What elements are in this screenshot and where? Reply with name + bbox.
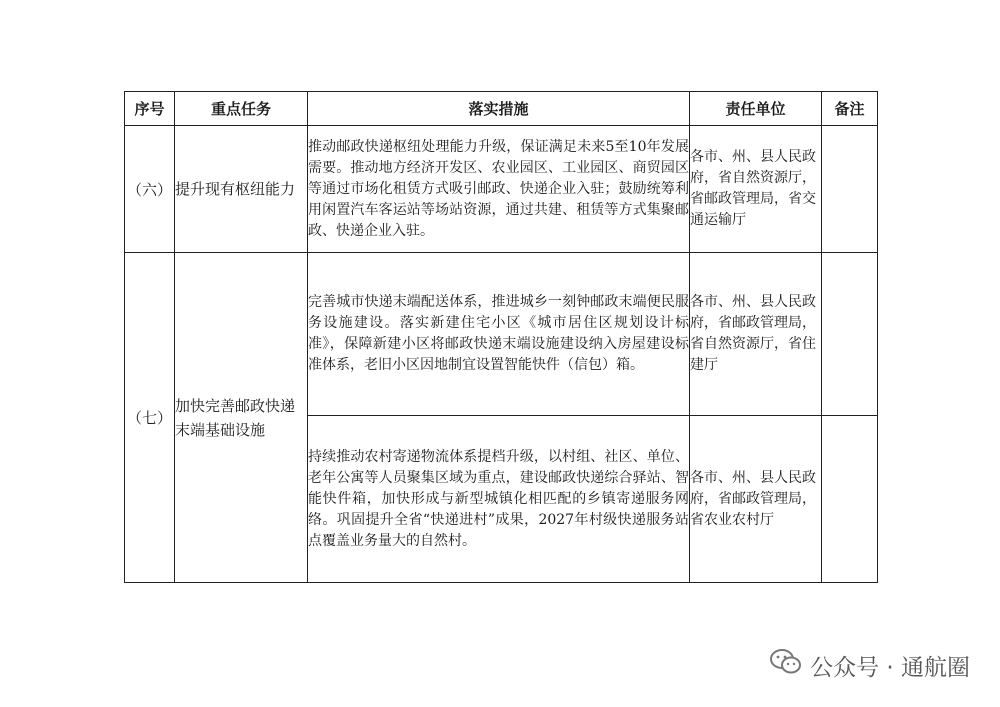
header-task: 重点任务 xyxy=(175,92,308,126)
tasks-table xyxy=(124,91,878,583)
table-row xyxy=(125,126,878,253)
row-measure: 推动邮政快递枢纽处理能力升级，保证满足未来5至10年发展需要。推动地方经济开发区、农业园区、工业园区、商贸园区等通过市场化租赁方式吸引邮政、快递企业入驻；鼓励统筹利用闲置汽车客运站等场站资源，通过共建、租赁等方式集聚邮政、快递企业入驻。 xyxy=(308,126,690,253)
header-note: 备注 xyxy=(822,92,878,126)
header-num: 序号 xyxy=(125,92,175,126)
row-note xyxy=(822,416,878,583)
row-unit: 各市、州、县人民政府，省自然资源厅，省邮政管理局，省交通运输厅 xyxy=(690,126,822,253)
row-note xyxy=(822,253,878,416)
row-measure: 持续推动农村寄递物流体系提档升级，以村组、社区、单位、老年公寓等人员聚集区域为重点，建设邮政快递综合驿站、智能快件箱，加快形成与新型城镇化相匹配的乡镇寄递服务网络。巩固提升全省“快递进村”成果，2027年村级快递服务站点覆盖业务量大的自然村。 xyxy=(308,416,690,583)
header-row xyxy=(125,92,878,126)
row-task: 提升现有枢纽能力 xyxy=(175,126,308,253)
row-number: （六） xyxy=(125,126,175,253)
row-task: 加快完善邮政快递末端基础设施 xyxy=(175,253,308,583)
header-unit: 责任单位 xyxy=(690,92,822,126)
row-measure: 完善城市快递末端配送体系，推进城乡一刻钟邮政末端便民服务设施建设。落实新建住宅小区《城市居住区规划设计标准》，保障新建小区将邮政快递末端设施建设纳入房屋建设标准体系，老旧小区因地制宜设置智能快件（信包）箱。 xyxy=(308,253,690,416)
table-row xyxy=(125,253,878,416)
row-unit: 各市、州、县人民政府，省邮政管理局，省农业农村厅 xyxy=(690,416,822,583)
wechat-icon xyxy=(770,648,810,682)
watermark xyxy=(770,648,970,682)
row-note xyxy=(822,126,878,253)
header-measure: 落实措施 xyxy=(308,92,690,126)
row-number: （七） xyxy=(125,253,175,583)
row-unit: 各市、州、县人民政府，省邮政管理局，省自然资源厅，省住建厅 xyxy=(690,253,822,416)
watermark-text: 公众号 · 通航圈 xyxy=(810,654,970,681)
